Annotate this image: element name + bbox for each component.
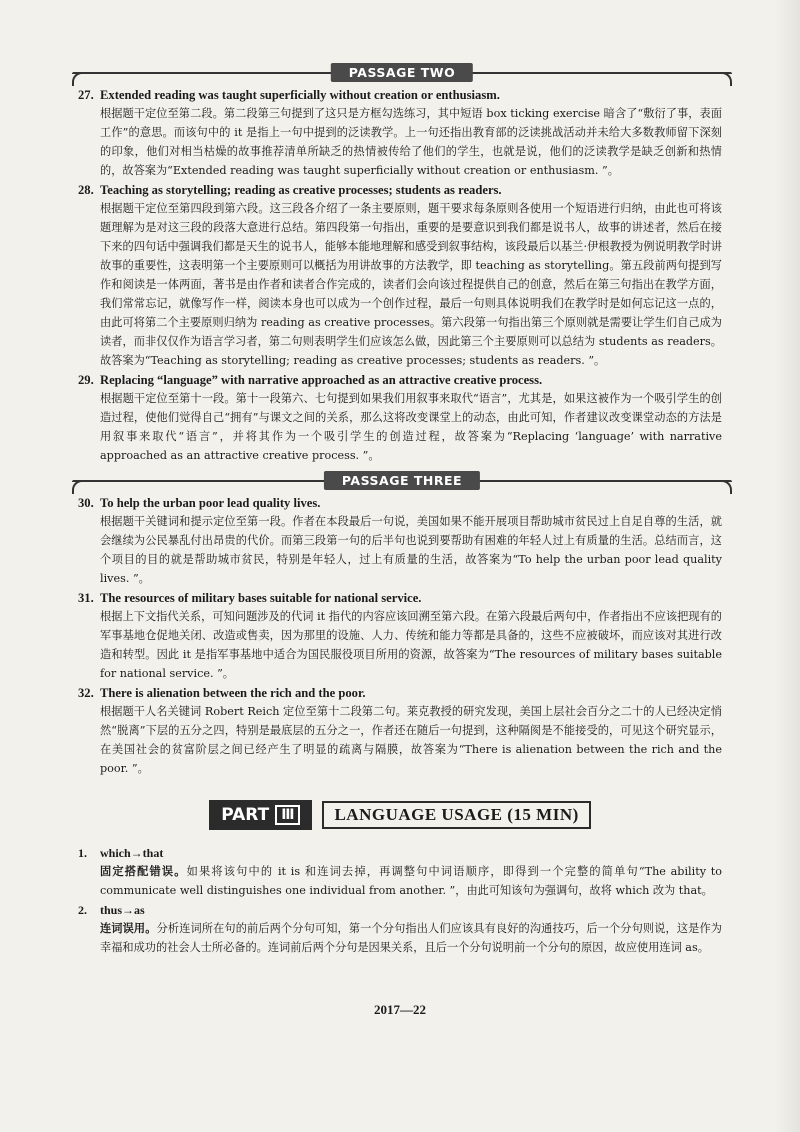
part-title: LANGUAGE USAGE (15 MIN)	[322, 801, 590, 829]
item-number: 1.	[78, 846, 87, 860]
answer-item-27	[78, 86, 722, 180]
item-number: 31.	[78, 591, 94, 605]
explanation-text: 根据题干人名关键词 Robert Reich 定位至第十二段第二句。莱克教授的研究发现，美国上层社会百分之二十的人已经决定悄然“脱离”下层的五分之四，特别是最底层的五分之一，作者还在随后一句提到，这种隔阂是不能接受的，可见这个研究显示，在美国社会的贫富阶层之间已经产生了明显的疏离与隔膜，故答案为“There is alienation between the rich and the poor. ”。	[100, 705, 722, 775]
passage-two-label: PASSAGE TWO	[331, 63, 473, 82]
answer-text: which→that	[100, 846, 164, 860]
explanation-text: 根据上下文指代关系，可知问题涉及的代词 it 指代的内容应该回溯至第六段。在第六段最后两句中，作者指出不应该把现有的军事基地仓促地关闭、改造或售卖，因为那里的设施、人力、传统和能力等都是具备的，这些不应被破坏，而应该对其进行改造和转型。因此 it 是指军事基地中适合为国民服役项目所用的资源，故答案为“The resources of military bases suitable for national service. ”。	[100, 610, 722, 680]
item-number: 32.	[78, 686, 94, 700]
passage-three-label: PASSAGE THREE	[324, 471, 480, 490]
item-number: 27.	[78, 88, 94, 102]
passage-three-banner	[72, 466, 732, 492]
answer-item-31	[78, 589, 722, 683]
part-three-heading	[78, 800, 722, 830]
answer-line	[78, 844, 722, 862]
answer-item-30	[78, 494, 722, 588]
answer-line	[78, 181, 722, 199]
answer-text: The resources of military bases suitable for national service.	[100, 591, 422, 605]
answer-line	[78, 86, 722, 104]
answer-text: To help the urban poor lead quality lives.	[100, 496, 321, 510]
answer-text: Extended reading was taught superficially without creation or enthusiasm.	[100, 88, 500, 102]
explanation-block	[78, 862, 722, 900]
error-type: 连词误用。	[100, 921, 157, 935]
answer-text: Replacing “language” with narrative approached as an attractive creative process.	[100, 373, 543, 387]
answer-line	[78, 684, 722, 702]
language-usage-item-1	[78, 844, 722, 900]
answer-line	[78, 589, 722, 607]
part-roman-numeral: Ⅲ	[275, 805, 300, 825]
explanation-text: 根据题干定位至第十一段。第十一段第六、七句提到如果我们用叙事来取代“语言”，尤其是，如果这被作为一个吸引学生的创造过程，使他们觉得自己“拥有”与课文之间的关系，那么这将改变课堂上的动态，由此可知，作者建议改变课堂动态的方法是用叙事来取代“语言”，并将其作为一个吸引学生的创造过程，故答案为“Replacing ‘language’ with narrative approached as an attractive creative process. ”。	[100, 392, 722, 462]
explanation-text: 如果将该句中的 it is 和连词去掉，再调整句中词语顺序，即得到一个完整的简单句“The ability to communicate well distinguishes one individual from another. ”，由此可知该句为强调句，故将 which 改为 that。	[100, 865, 722, 897]
page-edge-shadow	[774, 0, 800, 1132]
part-label: PART	[221, 805, 270, 825]
error-type: 固定搭配错误。	[100, 864, 187, 878]
answer-text: Teaching as storytelling; reading as creative processes; students as readers.	[100, 183, 502, 197]
answer-item-32	[78, 684, 722, 778]
answer-line	[78, 494, 722, 512]
answer-line	[78, 901, 722, 919]
explanation-block	[78, 919, 722, 957]
part-label-box	[209, 800, 312, 830]
answer-item-29	[78, 371, 722, 465]
explanation-text: 分析连词所在句的前后两个分句可知，第一个分句指出人们应该具有良好的沟通技巧，后一个分句则说，这是作为幸福和成功的社会人士所必备的。连词前后两个分句是因果关系，且后一个分句说明前一个分句的原因，故应使用连词 as。	[100, 922, 722, 954]
item-number: 29.	[78, 373, 94, 387]
language-usage-item-2	[78, 901, 722, 957]
item-number: 2.	[78, 903, 87, 917]
answer-line	[78, 371, 722, 389]
answer-text: There is alienation between the rich and the poor.	[100, 686, 366, 700]
item-number: 28.	[78, 183, 94, 197]
page-number: 2017—22	[374, 1002, 426, 1017]
item-number: 30.	[78, 496, 94, 510]
explanation-text: 根据题干关键词和提示定位至第一段。作者在本段最后一句说，美国如果不能开展项目帮助城市贫民过上自足自尊的生活，就会继续为公民暴乱付出昂贵的代价。而第三段第一句的后半句也说到要帮助有困难的年轻人过上有质量的生活。总结而言，这个项目的目的就是帮助城市贫民，特别是年轻人，过上有质量的生活，故答案为“To help the urban poor lead quality lives. ”。	[100, 515, 722, 585]
passage-two-banner	[72, 58, 732, 84]
explanation-text: 根据题干定位至第二段。第二段第三句提到了这只是方框勾选练习，其中短语 box ticking exercise 暗含了“敷衍了事，表面工作”的意思。而该句中的 it 是指上一句中提到的泛读教学。上一句还指出教育部的泛读挑战活动并未给大多数教师留下深刻的印象，他们对相当枯燥的故事推荐清单所缺乏的热情被传给了他们的学生，也就是说，他们的泛读教学是缺乏创新和热情的，故答案为“Extended reading was taught superficially without creation or enthusiasm. ”。	[100, 107, 722, 177]
explanation-text: 根据题干定位至第四段到第六段。这三段各介绍了一条主要原则，题干要求每条原则各使用一个短语进行归纳，由此也可将该题理解为是对这三段的段落大意进行总结。第四段第一句指出，重要的是要意识到我们都是说书人，故事的讲述者，然后在接下来的四句话中强调我们都是天生的说书人，能够本能地理解和感受到叙事结构，该段最后以基兰·伊根教授为例说明教学时讲故事的重要性，这表明第一个主要原则可以概括为用讲故事的方法教学，即 teaching as storytelling。第五段前两句提到写作和阅读是一体两面，著书是由作者和读者合作完成的，读者们会向该过程提供自己的创意，然后在第三句指出在教学方面，我们常常忘记，就像写作一样，阅读本身也可以成为一个创作过程，最后一句则具体说明我们在教学时是如何忘记这一点的，由此可将第二个主要原则归纳为 reading as creative processes。第六段第一句指出第三个原则就是需要让学生们自己成为读者，而非仅仅作为语言学习者，第二句则表明学生们应该怎么做，因此第三个主要原则可以总结为 students as readers。故答案为“Teaching as storytelling; reading as creative processes; students as readers. ”。	[100, 202, 722, 367]
answer-item-28	[78, 181, 722, 370]
answer-text: thus→as	[100, 903, 145, 917]
